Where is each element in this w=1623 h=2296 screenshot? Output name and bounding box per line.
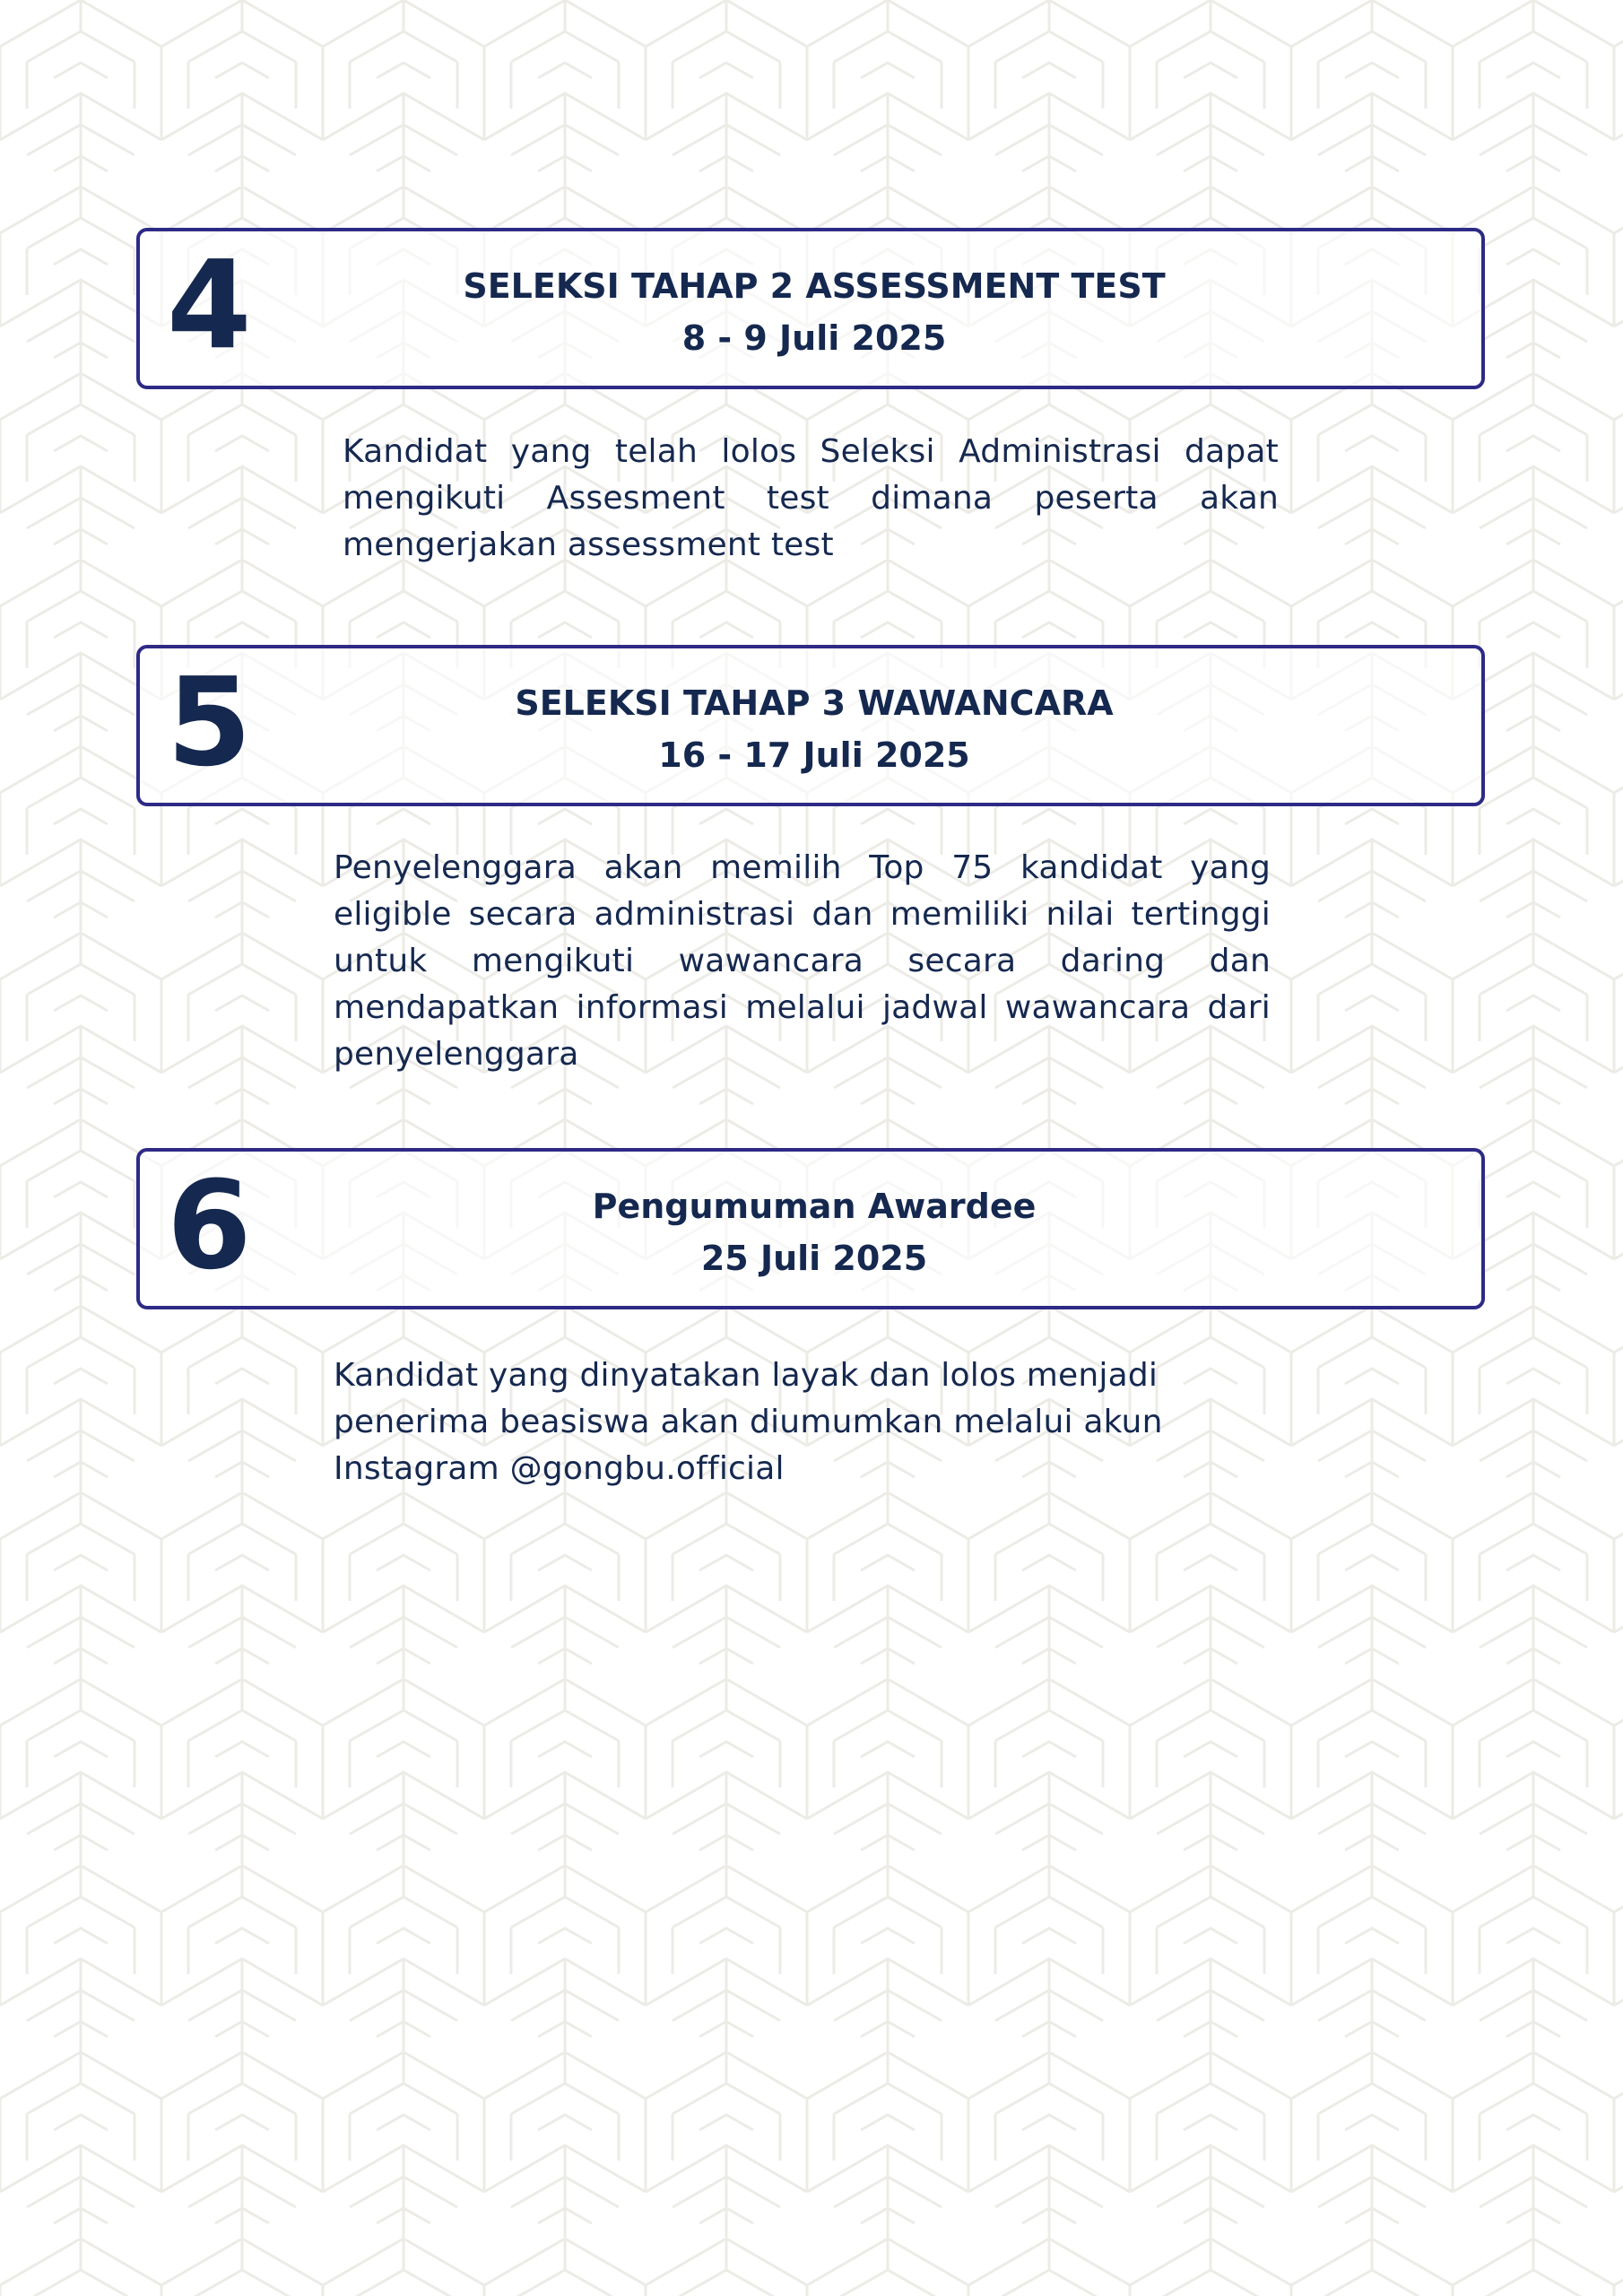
step-heading (140, 1180, 1488, 1284)
step-title: SELEKSI TAHAP 2 ASSESSMENT TEST (463, 266, 1166, 306)
step-date: 8 - 9 Juli 2025 (681, 318, 947, 358)
step-5-header-box (136, 645, 1485, 806)
step-6 (136, 1148, 1485, 1309)
step-4 (136, 228, 1485, 389)
step-title: SELEKSI TAHAP 3 WAWANCARA (515, 683, 1114, 723)
step-5 (136, 645, 1485, 806)
step-title: Pengumuman Awardee (592, 1187, 1037, 1226)
step-date: 25 Juli 2025 (700, 1239, 928, 1278)
step-date: 16 - 17 Juli 2025 (658, 735, 970, 775)
step-5-description: Penyelenggara akan memilih Top 75 kandidat yang eligible secara administrasi dan memiliki nilai tertinggi untuk mengikuti wawancara secara daring dan mendapatkan informasi melalui jadwal wawancara dari penyelenggara (334, 849, 1271, 1073)
step-6-description: Kandidat yang dinyatakan layak dan lolos menjadi penerima beasiswa akan diumumkan melalui akun Instagram @gongbu.official (334, 1357, 1163, 1487)
step-number: 5 (167, 652, 252, 795)
step-heading (140, 677, 1488, 781)
step-6-header-box (136, 1148, 1485, 1309)
step-heading (140, 260, 1488, 364)
step-4-description: Kandidat yang telah lolos Seleksi Administrasi dapat mengikuti Assesment test dimana peserta akan mengerjakan assessment test (343, 433, 1279, 563)
step-number: 6 (167, 1155, 252, 1298)
step-4-header-box (136, 228, 1485, 389)
step-number: 4 (167, 235, 252, 378)
